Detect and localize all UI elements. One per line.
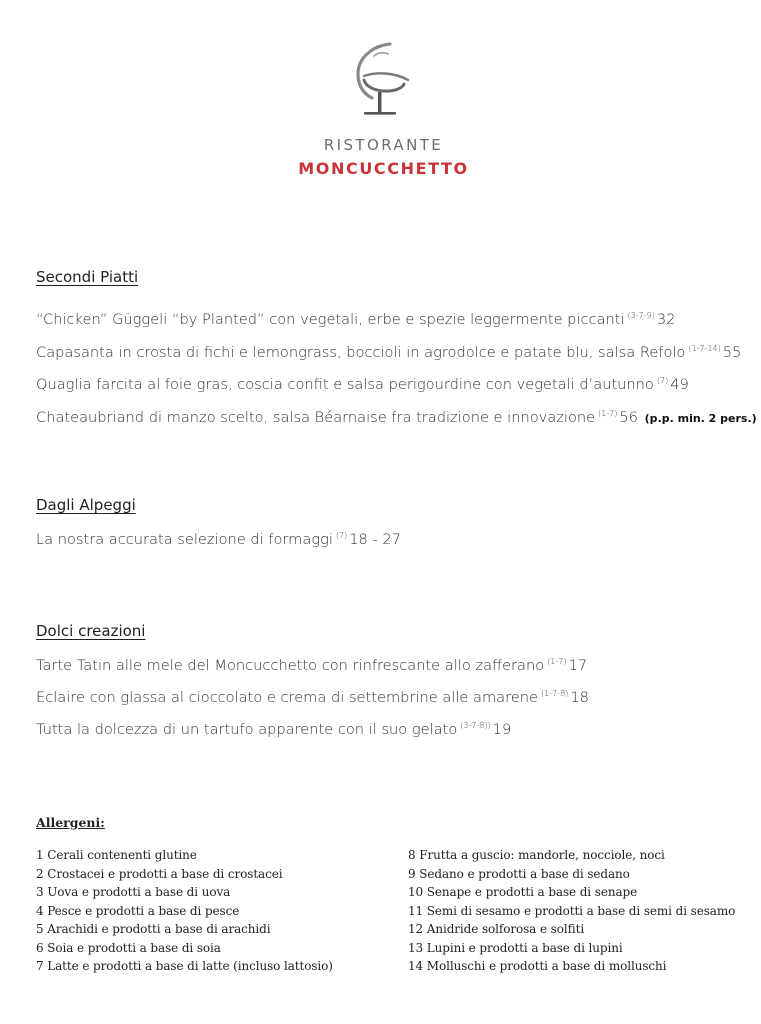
allergen-item: 1 Cerali contenenti glutine [36,848,197,862]
restaurant-logo-icon [350,42,414,118]
allergen-item: 11 Semi di sesamo e prodotti a base di semi di sesamo [408,903,736,918]
allergens-legend [36,814,736,973]
allergen-item: 13 Lupini e prodotti a base di lupini [408,940,623,955]
allergen-item: 7 Latte e prodotti a base di latte (incluso lattosio) [36,959,333,973]
allergen-item: 12 Anidride solforosa e solfiti [408,922,585,936]
section-title: Dolci creazioni [36,622,146,640]
allergen-item: 2 Crostacei e prodotti a base di crostacei [36,866,283,881]
allergens-right-column [408,846,735,976]
dish-item [36,526,751,546]
section-secondi-piatti [36,266,757,426]
allergen-item: 4 Pesce e prodotti a base di pesce [36,903,240,918]
dish-price: 56 [619,408,638,426]
dish-allergens: (7) [335,531,348,540]
dish-price: 49 [670,376,689,393]
allergen-item: 5 Arachidi e prodotti a base di arachidi [36,922,271,936]
dish-name: Tarte Tatin alle mele del Moncucchetto con rinfrescante allo zafferano [36,657,545,674]
dish-name: Tutta la dolcezza di un tartufo apparente con il suo gelato [36,721,458,738]
dish-allergens: (1-7) [598,408,618,418]
dish-price: 17 [568,657,588,674]
allergen-item: 10 Senape e prodotti a base di senape [408,885,638,899]
dish-note: (p.p. min. 2 pers.) [644,411,757,425]
dish-item [36,716,751,736]
dish-price: 55 [722,343,742,361]
dish-item [36,684,751,704]
brand-subtitle: RISTORANTE [323,136,444,154]
dish-name: La nostra accurata selezione di formaggi [36,531,333,548]
dish-item [36,404,757,426]
allergen-item: 9 Sedano e prodotti a base di sedano [408,866,630,881]
dish-allergens: (3-7-8)) [460,721,491,730]
allergen-item: 14 Molluschi e prodotti a base di molluschi [408,959,667,973]
dish-name: Capasanta in crosta di fichi e lemongrass, boccioli in agrodolce e patate blu, salsa Refolo [36,343,686,361]
dish-item [36,339,751,359]
allergen-item: 8 Frutta a guscio: mandorle, nocciole, noci [408,848,665,862]
section-title: Dagli Alpeggi [36,496,136,514]
section-dagli-alpeggi [36,494,751,546]
section-title: Secondi Piatti [36,268,139,286]
dish-item [36,652,751,672]
allergens-title: Allergeni: [36,815,105,830]
dish-name: Chateaubriand di manzo scelto, salsa Béarnaise fra tradizione e innovazione [36,408,596,426]
allergens-left-column [36,846,333,976]
allergen-item: 6 Soia e prodotti a base di soia [36,940,221,955]
brand-name: MONCUCCHETTO [298,159,469,178]
dish-name: Eclaire con glassa al cioccolato e crema di settembrine alle amarene [36,689,539,706]
dish-item [36,306,751,326]
dish-allergens: (1-7-14) [688,343,721,353]
section-dolci-creazioni [36,620,751,736]
dish-allergens: (1-7-8) [541,689,569,698]
dish-name: “Chicken” Güggeli “by Planted” con vegetali, erbe e spezie leggermente piccanti [36,311,625,328]
allergen-item: 3 Uova e prodotti a base di uova [36,885,231,899]
dish-item [36,371,751,391]
dish-price: 18 [570,689,589,706]
dish-price: 19 [492,721,512,738]
dish-allergens: (3-7-9) [627,311,655,320]
dish-allergens: (1-7) [547,657,567,666]
dish-price: 18 - 27 [349,531,401,548]
dish-allergens: (7) [656,376,669,385]
dish-name: Quaglia farcita al foie gras, coscia confit e salsa perigourdine con vegetali d’autunno [36,376,654,393]
dish-price: 32 [656,311,676,328]
